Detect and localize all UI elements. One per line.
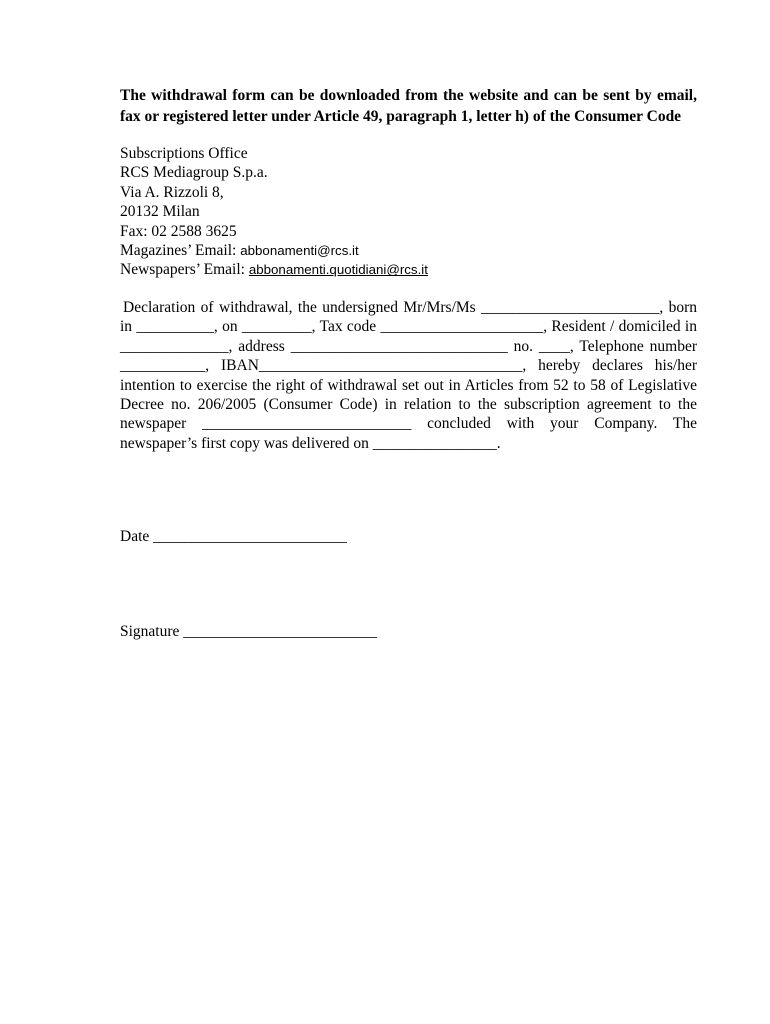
newspapers-email-label: Newspapers’ Email: <box>120 261 249 279</box>
recipient-address <box>120 144 697 280</box>
signature-field: Signature _________________________ <box>120 623 378 640</box>
newspapers-email-link[interactable]: abbonamenti.quotidiani@rcs.it <box>248 262 428 278</box>
address-fax: Fax: 02 2588 3625 <box>120 222 237 240</box>
address-newspapers-email-line <box>120 260 697 279</box>
date-field: Date _________________________ <box>120 528 347 545</box>
form-heading: The withdrawal form can be downloaded from the website and can be sent by email, fax or registered letter under Article 49, paragraph 1, letter h) of the Consumer Code <box>120 87 697 125</box>
address-city: 20132 Milan <box>120 203 200 221</box>
address-office: Subscriptions Office <box>120 145 248 162</box>
address-street: Via A. Rizzoli 8, <box>120 183 224 201</box>
declaration-text: Declaration of withdrawal, the undersigned Mr/Mrs/Ms _______________________, born in __________, on _________, Tax code _____________________, Resident / domiciled in ______________, address ____________________________ no. ____, Telephone number ___________, IBAN__________________________________, hereby declares his/her intention to exercise the right of withdrawal set out in Articles from 52 to 58 of Legislative Decree no. 206/2005 (Consumer Code) in relation to the subscription agreement to the newspaper ___________________________ concluded with your Company. The newspaper’s first copy was delivered on ________________. <box>120 299 697 452</box>
magazines-email-label: Magazines’ Email: <box>120 242 241 260</box>
address-company: RCS Mediagroup S.p.a. <box>120 164 268 182</box>
declaration-of-withdrawal <box>120 298 697 453</box>
magazines-email: abbonamenti@rcs.it <box>240 243 359 259</box>
address-magazines-email-line <box>120 241 697 260</box>
